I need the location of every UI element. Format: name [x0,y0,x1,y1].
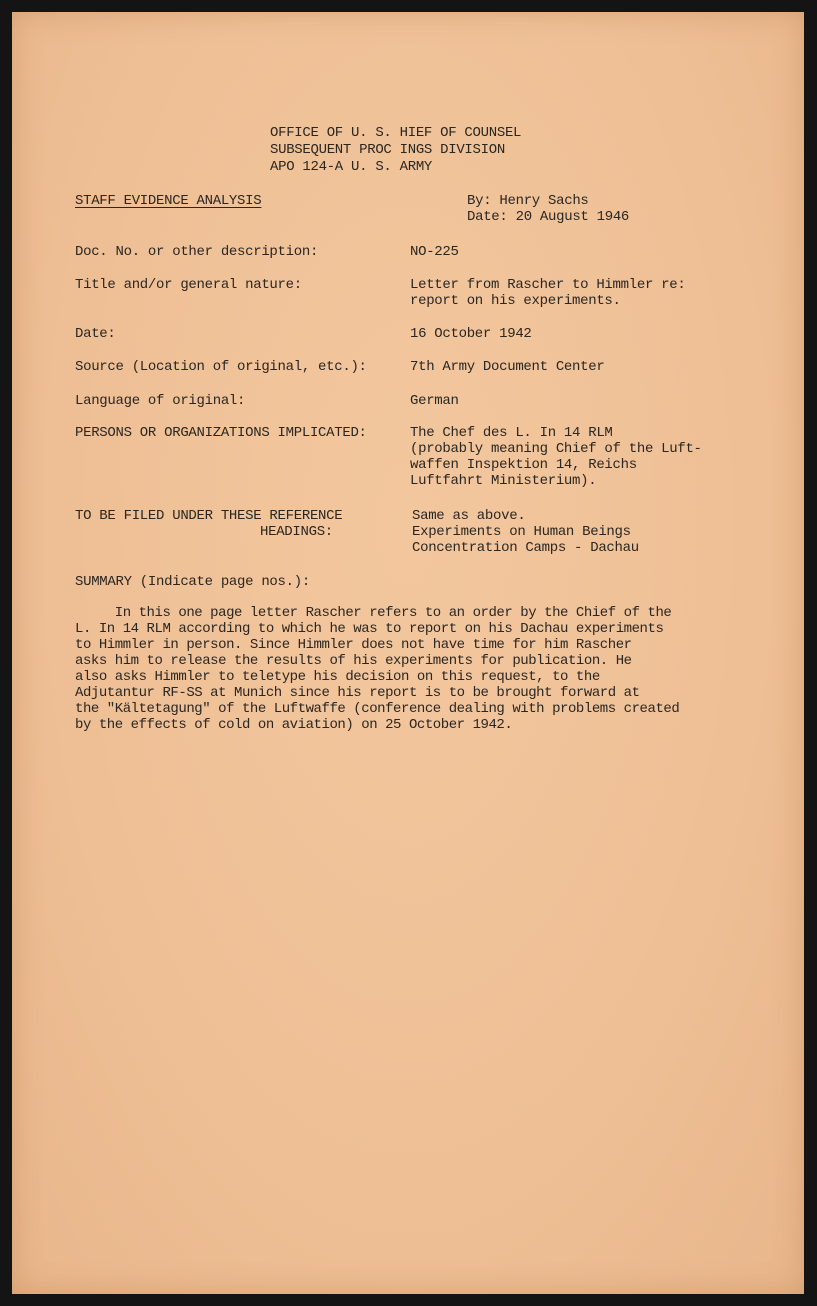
title-label: Title and/or general nature: [75,277,302,293]
header-office-line: OFFICE OF U. S. HIEF OF COUNSEL [270,125,522,141]
summary-line: to Himmler in person. Since Himmler does not have time for him Rascher [75,637,632,653]
persons-value-line: Luftfahrt Ministerium). [410,473,597,489]
language-label: Language of original: [75,393,246,409]
author-by: By: Henry Sachs [467,193,589,209]
persons-value-line: waffen Inspektion 14, Reichs [410,457,637,473]
summary-line: Adjutantur RF-SS at Munich since his report is to be brought forward at [75,685,640,701]
header-division-line: SUBSEQUENT PROC INGS DIVISION [270,142,505,158]
author-date: Date: 20 August 1946 [467,209,630,225]
header-apo-line: APO 124-A U. S. ARMY [270,159,433,175]
language-value: German [410,393,459,409]
document-page [12,12,804,1294]
headings-value-line: Concentration Camps - Dachau [412,540,639,556]
persons-value-line: The Chef des L. In 14 RLM [410,425,613,441]
headings-value-line: Experiments on Human Beings [412,524,631,540]
headings-value-line: Same as above. [412,508,526,524]
analysis-title: STAFF EVIDENCE ANALYSIS [75,193,262,209]
summary-line: by the effects of cold on aviation) on 25 October 1942. [75,717,513,733]
summary-line: also asks Himmler to teletype his decision on this request, to the [75,669,600,685]
source-value: 7th Army Document Center [410,359,605,375]
summary-label: SUMMARY (Indicate page nos.): [75,574,310,590]
doc-no-label: Doc. No. or other description: [75,244,319,260]
headings-label-line: TO BE FILED UNDER THESE REFERENCE [75,508,343,524]
title-value-line: Letter from Rascher to Himmler re: [410,277,686,293]
doc-no-value: NO-225 [410,244,459,260]
date-label: Date: [75,326,116,342]
persons-label: PERSONS OR ORGANIZATIONS IMPLICATED: [75,425,367,441]
summary-line: L. In 14 RLM according to which he was to report on his Dachau experiments [75,621,664,637]
headings-label-line: HEADINGS: [260,524,333,540]
persons-value-line: (probably meaning Chief of the Luft- [410,441,702,457]
summary-line: the "Kältetagung" of the Luftwaffe (conference dealing with problems created [75,701,680,717]
date-value: 16 October 1942 [410,326,532,342]
summary-line: In this one page letter Rascher refers to an order by the Chief of the [75,605,672,621]
summary-line: asks him to release the results of his experiments for publication. He [75,653,632,669]
summary-body [75,605,715,733]
source-label: Source (Location of original, etc.): [75,359,367,375]
title-value-line: report on his experiments. [410,293,621,309]
